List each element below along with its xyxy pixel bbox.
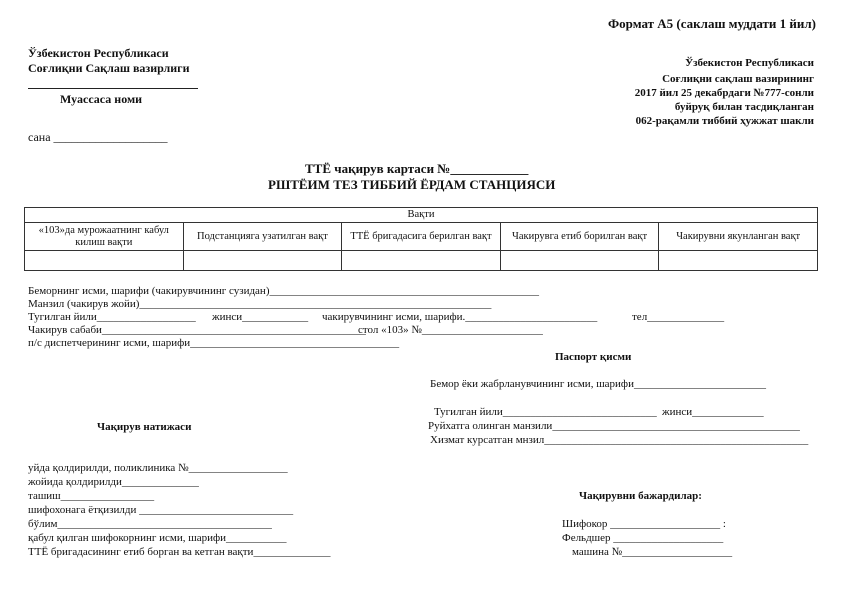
right-header-line5: 062-рақамли тиббий ҳужжат шакли [635, 115, 814, 127]
passport-service-address[interactable]: Хизмат курсатган мнзил________________________________________________ [430, 434, 809, 446]
time-col-arrived: Чакирувга етиб борилган вақт [500, 223, 659, 251]
result-department[interactable]: бўлим_______________________________________ [28, 518, 272, 530]
birth-year-field[interactable]: Тугилган йили__________________ [28, 311, 196, 323]
format-line: Формат А5 (саклаш муддати 1 йил) [608, 16, 816, 31]
institution-name-line [28, 88, 198, 89]
result-brigade-times[interactable]: ТТЁ бригадасининг етиб борган ва кетган вақти______________ [28, 546, 331, 558]
date-field: сана ___________________ [28, 130, 168, 144]
time-table-header: Вақти [25, 208, 818, 223]
passport-registered-address[interactable]: Руйхатга олинган манзили_____________________________________________ [428, 420, 800, 432]
phone-field[interactable]: тел______________ [632, 311, 725, 323]
right-header-line1: Ўзбекистон Республикаси [685, 57, 814, 69]
address-field[interactable]: Манзил (чакирув жойи)________________________________________________________________ [28, 298, 492, 310]
time-cell-brigade[interactable] [342, 251, 501, 271]
result-left-onsite[interactable]: жойида қолдирилди______________ [28, 476, 199, 488]
result-receiving-doctor[interactable]: қабул қилган шифокорнинг исми, шарифи___________ [28, 532, 287, 544]
right-header-line2: Соғлиқни сақлаш вазирининг [662, 73, 814, 85]
executors-title: Чақирувни бажардилар: [579, 490, 702, 502]
time-col-received: «103»да мурожаатнинг кабул килиш вақти [25, 223, 184, 251]
card-title: ТТЁ чақирув картаси №____________ [305, 161, 529, 176]
right-header-line4: буйруқ билан тасдиқланган [674, 101, 814, 113]
passport-title: Паспорт қисми [555, 351, 632, 363]
call-result-title: Чақирув натижаси [97, 421, 192, 433]
result-hospitalized[interactable]: шифохонага ётқизилди ____________________________ [28, 504, 294, 516]
executor-car[interactable]: машина №____________________ [572, 546, 733, 558]
time-cell-completed[interactable] [659, 251, 818, 271]
time-col-brigade: ТТЁ бригадасига берилган вақт [342, 223, 501, 251]
right-header-line3: 2017 йил 25 декабрдаги №777-сонли [634, 87, 814, 99]
dispatcher-field[interactable]: п/с диспетчерининг исми, шарифи______________________________________ [28, 337, 400, 349]
caller-name-field[interactable]: чакирувчининг исми, шарифи.________________________ [322, 311, 598, 323]
left-header-line2: Соғлиқни Сақлаш вазирлиги [28, 61, 190, 75]
passport-gender[interactable]: жинси_____________ [662, 406, 764, 418]
passport-birth-year[interactable]: Тугилган йили____________________________ [434, 406, 657, 418]
result-transport[interactable]: ташиш_________________ [28, 490, 155, 502]
table-103-field[interactable]: стол «103» №______________________ [358, 324, 543, 336]
institution-label: Муассаса номи [60, 92, 143, 106]
time-cell-substation[interactable] [183, 251, 342, 271]
time-col-completed: Чакирувни якунланган вақт [659, 223, 818, 251]
left-header-line1: Ўзбекистон Республикаси [28, 46, 169, 60]
result-left-home[interactable]: уйда қолдирилди, поликлиника №__________________ [28, 462, 288, 474]
call-reason-field[interactable]: Чакирув сабаби________________________________________________ [28, 324, 366, 336]
executor-feldsher[interactable]: Фельдшер ____________________ [562, 532, 724, 544]
time-table [24, 207, 818, 271]
gender-field[interactable]: жинси____________ [212, 311, 309, 323]
executor-doctor[interactable]: Шифокор ____________________ : [562, 518, 726, 530]
patient-name-field[interactable]: Беморнинг исми, шарифи (чакирувчининг сузидан)_________________________________________________ [28, 285, 539, 297]
time-cell-received[interactable] [25, 251, 184, 271]
time-col-substation: Подстанцияга узатилган вақт [183, 223, 342, 251]
passport-patient-name[interactable]: Бемор ёки жабрланувчининг исми, шарифи________________________ [430, 378, 766, 390]
time-cell-arrived[interactable] [500, 251, 659, 271]
station-title: РШТЁИМ ТЕЗ ТИББИЙ ЁРДАМ СТАНЦИЯСИ [268, 177, 556, 192]
